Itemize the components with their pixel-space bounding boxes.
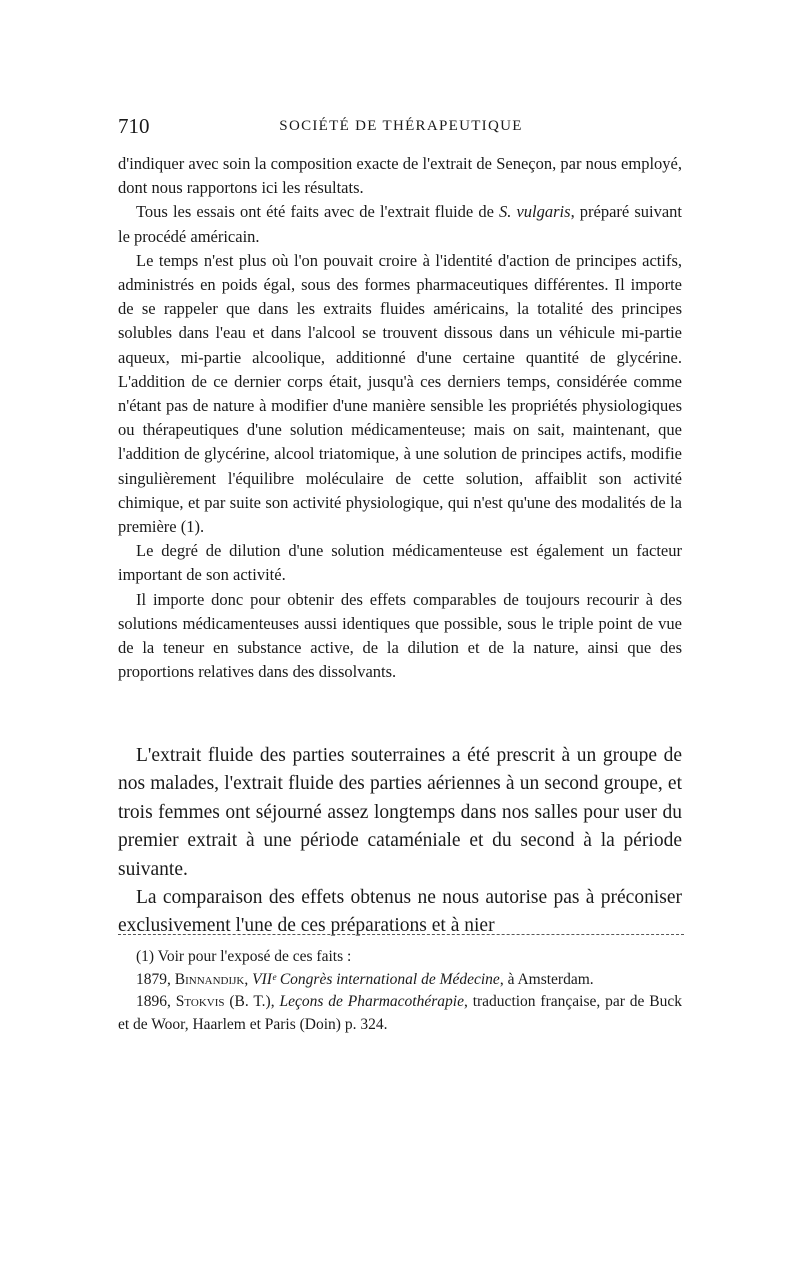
paragraph-essais-end: , préparé suivant le procédé américain.	[118, 202, 683, 246]
paragraph-extrait-fluide: L'extrait fluide des parties souterraines a été prescrit à un groupe de nos malades, l'extrait fluide des parties aériennes à un second groupe, et trois femmes ont séjourné assez longtemps dans nos salles pour user du premier extrait à une période cataméniale et du second à la période suivante.	[118, 745, 682, 880]
ref1-title: VIIᵉ Congrès international de Médecine	[252, 970, 500, 988]
ref2-publication: , traduction française, par de Buck et de Woor, Haarlem et Paris (Doin) p. 324.	[118, 993, 682, 1033]
footnotes	[118, 946, 682, 1036]
running-title: SOCIÉTÉ DE THÉRAPEUTIQUE	[279, 118, 523, 134]
species-name: S. vulgaris	[499, 202, 571, 222]
paragraph-comparaison: La comparaison des effets obtenus ne nous autorise pas à préconiser exclusivement l'une de ces préparations et à nier	[118, 887, 682, 937]
footnote-divider	[118, 934, 684, 936]
body-text-large	[118, 742, 682, 941]
paragraph-essais-start: Tous les essais ont été faits avec de l'extrait fluide de	[136, 202, 499, 222]
paragraph-solutions: Il importe donc pour obtenir des effets comparables de toujours recourir à des solutions médicamenteuses aussi identiques que possible, sous le triple point de vue de la teneur en substance active, de la dilution et de la nature, ainsi que des proportions relatives dans des dissolvants.	[118, 589, 682, 682]
ref2-initials: (B. T.),	[224, 993, 280, 1010]
paragraph-essais	[118, 200, 682, 248]
footnote-reference-1	[118, 969, 682, 992]
paragraph-continuation: d'indiquer avec soin la composition exacte de l'extrait de Seneçon, par nous employé, dont nous rapportons ici les résultats.	[118, 154, 682, 198]
ref2-title: Leçons de Pharmacothérapie	[279, 993, 464, 1010]
ref1-separator: ,	[244, 970, 253, 988]
ref2-year: 1896,	[136, 993, 176, 1010]
footnote-intro: (1) Voir pour l'exposé de ces faits :	[136, 948, 352, 965]
ref2-author: Stokvis	[175, 993, 225, 1010]
body-text-small	[118, 152, 682, 684]
page-number: 710	[118, 114, 150, 138]
footnote-reference-2	[118, 991, 682, 1036]
ref1-author: Binnandijk	[174, 970, 245, 988]
paragraph-glycerine: Le temps n'est plus où l'on pouvait croire à l'identité d'action de principes actifs, administrés en poids égal, sous des formes pharmaceutiques différentes. Il importe de se rappeler que dans les extraits fluides américains, la totalité des principes solubles dans l'eau et dans l'alcool se trouvent dissous dans un véhicule mi-partie aqueux, mi-partie alcoolique, additionné d'une certaine quantité de glycérine. L'addition de ce dernier corps était, jusqu'à ces derniers temps, considérée comme n'étant pas de nature à modifier d'une manière sensible les propriétés physiologiques ou thérapeutiques d'une solution médicamenteuse; mais on sait, maintenant, que l'addition de glycérine, alcool triatomique, à une solution de principes actifs, modifie singulièrement l'équilibre moléculaire de cette solution, affaiblit son activité chimique, et par suite son activité physiologique, qui n'est qu'une des modalités de la première (1).	[118, 250, 682, 537]
page-header	[118, 114, 684, 144]
ref1-year: 1879,	[136, 970, 175, 988]
ref1-place: , à Amsterdam.	[499, 970, 594, 988]
paragraph-dilution: Le degré de dilution d'une solution médicamenteuse est également un facteur important de son activité.	[118, 541, 682, 585]
